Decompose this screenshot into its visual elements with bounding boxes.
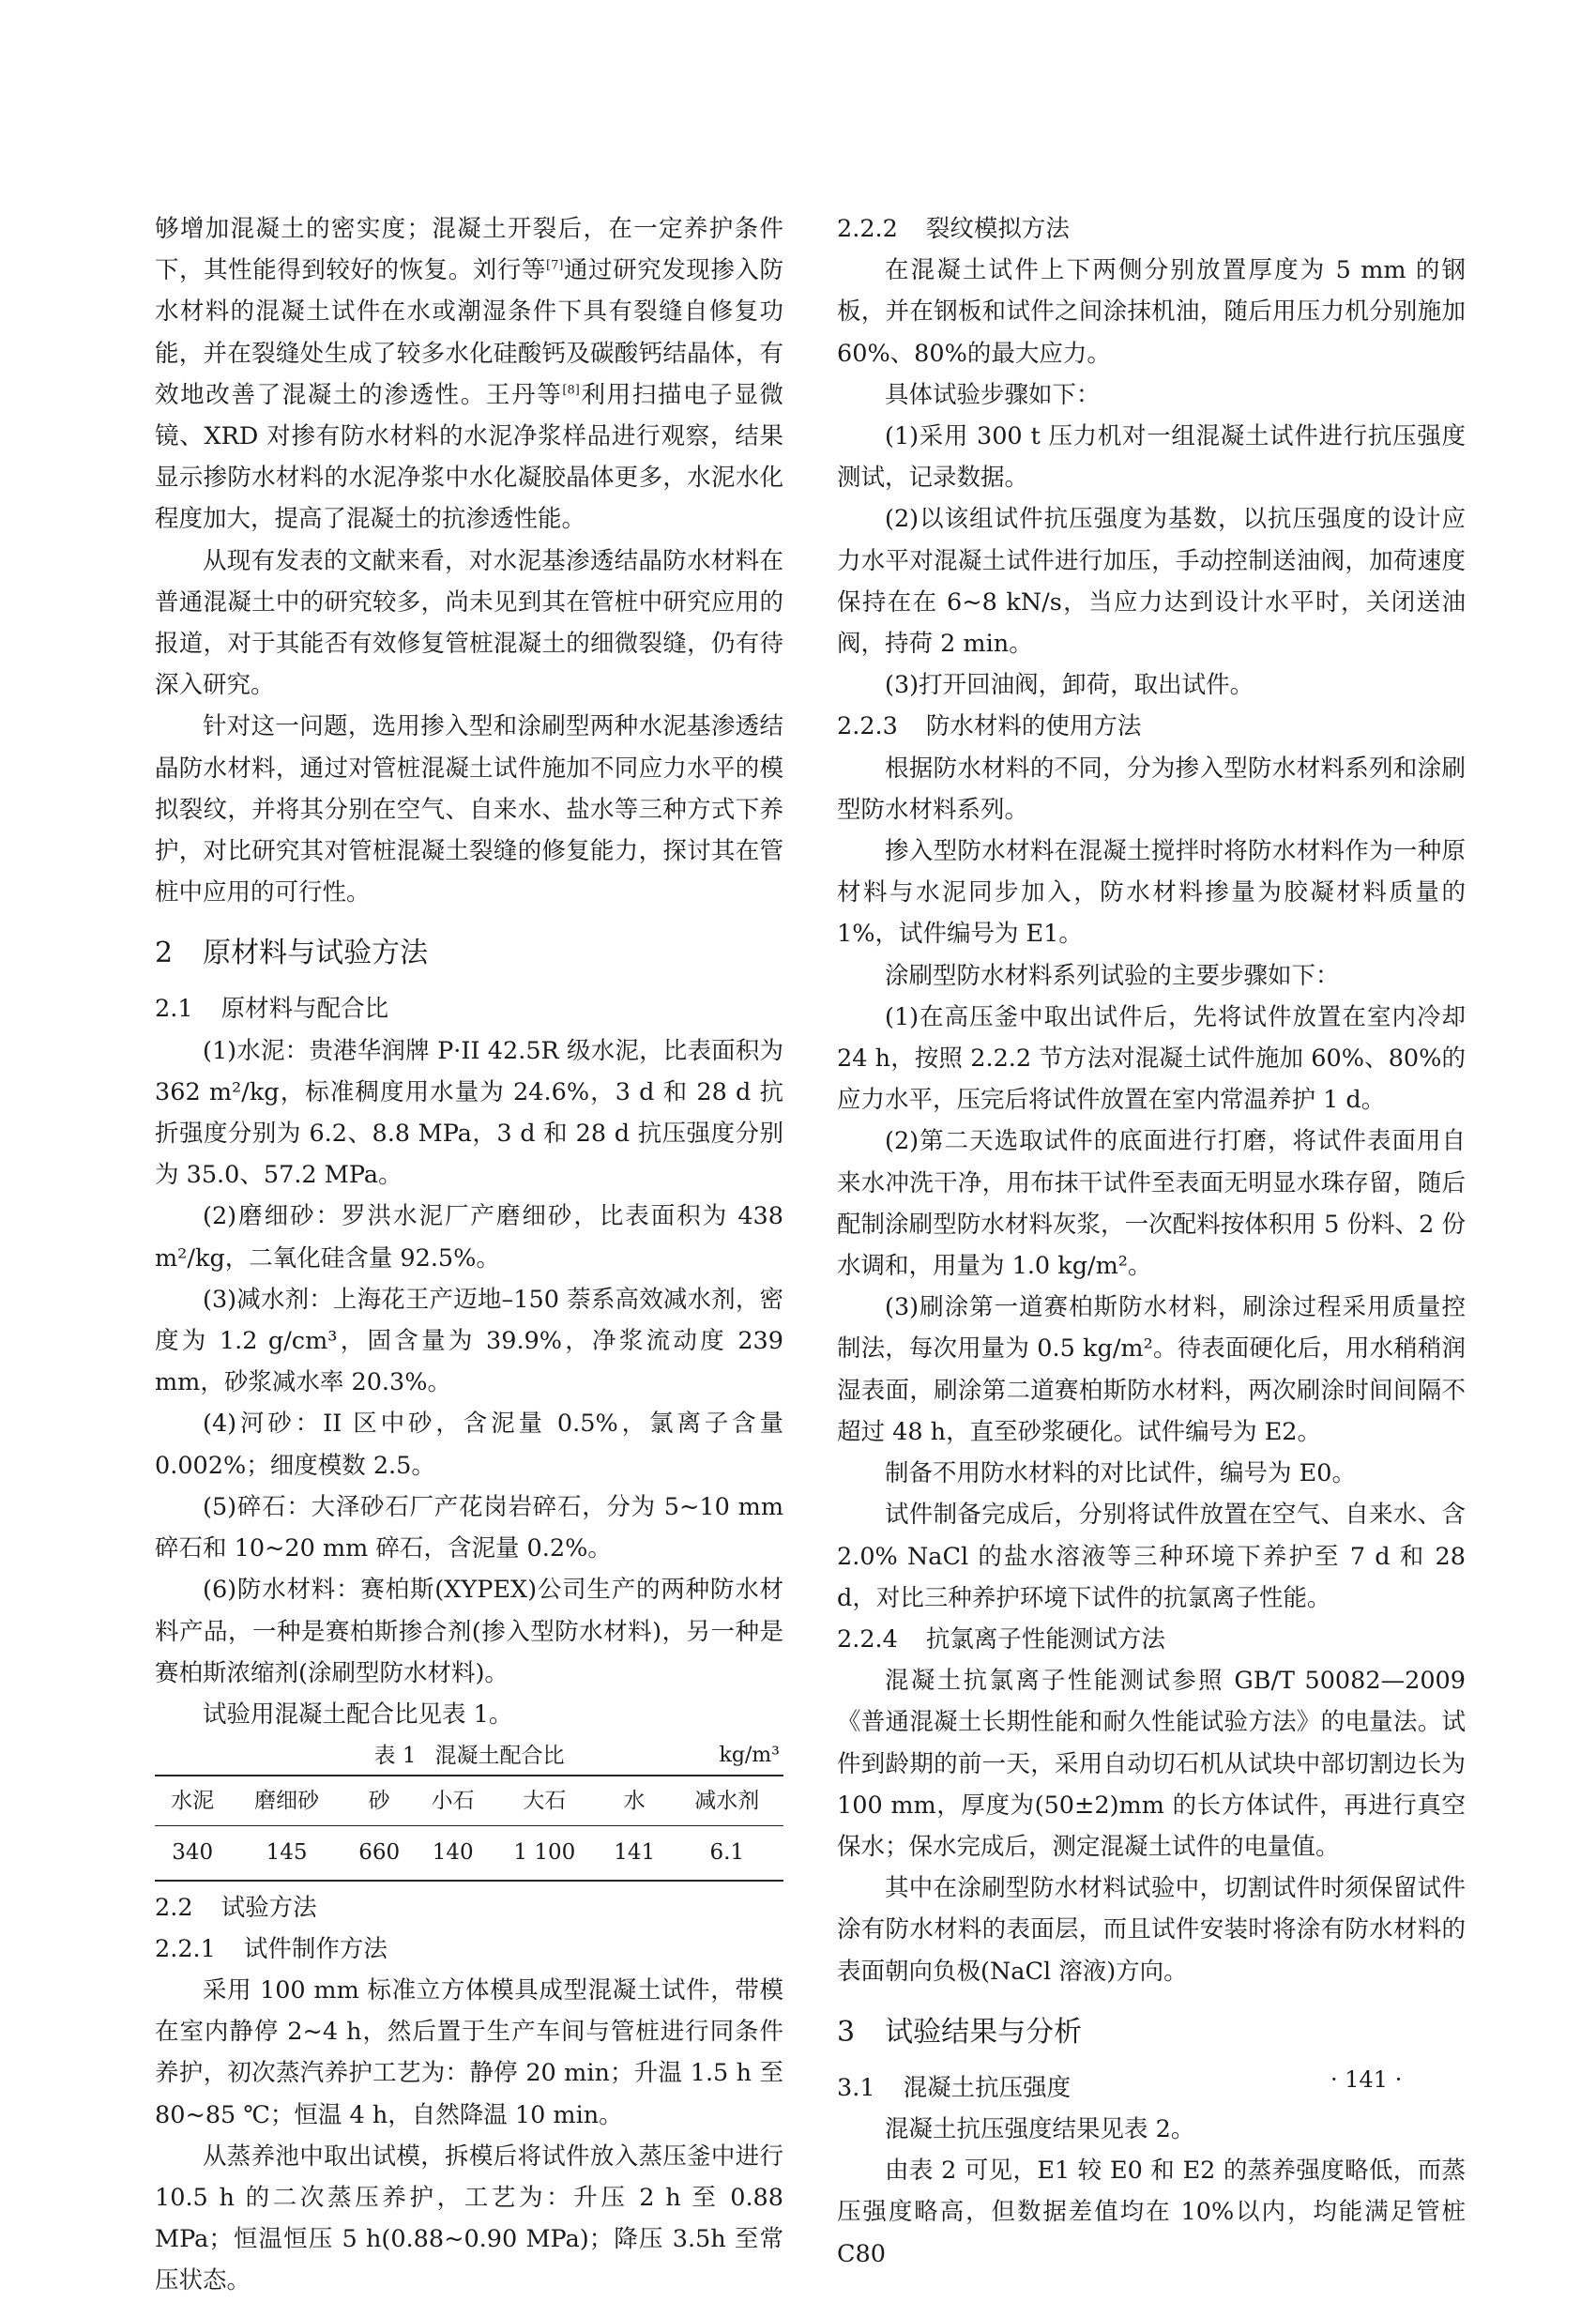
paragraph: 采用 100 mm 标准立方体模具成型混凝土试件，带模在室内静停 2~4 h，然后置于生产车间与管桩进行同条件养护，初次蒸汽养护工艺为：静停 20 min；升温 1.5 h 至 80~85 ℃；恒温 4 h，自然降温 10 min。 — [155, 1975, 783, 2129]
paragraph: 针对这一问题，选用掺入型和涂刷型两种水泥基渗透结晶防水材料，通过对管桩混凝土试件施加不同应力水平的模拟裂纹，并将其分别在空气、自来水、盐水等三种方式下养护，对比研究其对管桩混凝土裂缝的修复能力，探讨其在管桩中应用的可行性。 — [155, 712, 783, 907]
table-header: 磨细砂 — [230, 1776, 342, 1826]
paragraph: 够增加混凝土的密实度；混凝土开裂后，在一定养护条件下，其性能得到较好的恢复。刘行等[7]通过研究发现掺入防水材料的混凝土试件在水或潮湿条件下具有裂缝自修复功能，并在裂缝处生成了较多水化硅酸钙及碳酸钙结晶体，有效地改善了混凝土的渗透性。王丹等[8]利用扫描电子显微镜、XRD 对掺有防水材料的水泥净浆样品进行观察，结果显示掺防水材料的水泥净浆中水化凝胶晶体更多，水泥水化程度加大，提高了混凝土的抗渗透性能。 — [155, 215, 783, 534]
citation-ref: [8] — [562, 383, 580, 398]
paragraph: 具体试验步骤如下： — [885, 380, 1101, 409]
paragraph: (6)防水材料：赛柏斯(XYPEX)公司生产的两种防水材料产品，一种是赛柏斯掺合剂(掺入型防水材料)，另一种是赛柏斯浓缩剂(涂刷型防水材料)。 — [155, 1576, 783, 1687]
table-header: 水 — [599, 1776, 671, 1826]
table-cell: 660 — [343, 1826, 416, 1881]
paragraph: 混凝土抗压强度结果见表 2。 — [885, 2114, 1195, 2143]
paragraph: 其中在涂刷型防水材料试验中，切割试件时须保留试件涂有防水材料的表面层，而且试件安装时将涂有防水材料的表面朝向负极(NaCl 溶液)方向。 — [837, 1874, 1466, 1986]
paragraph: 在混凝土试件上下两侧分别放置厚度为 5 mm 的钢板，并在钢板和试件之间涂抹机油，随后用压力机分别施加 60%、80%的最大应力。 — [837, 256, 1466, 368]
paragraph: (3)打开回油阀，卸荷，取出试件。 — [885, 671, 1254, 700]
section-heading: 2 原材料与试验方法 — [155, 937, 429, 970]
subsubsection-heading: 2.2.2 裂纹模拟方法 — [837, 215, 1070, 243]
paragraph: (4)河砂：II 区中砂，含泥量 0.5%，氯离子含量0.002%；细度模数 2.5。 — [155, 1410, 783, 1480]
table-header: 小石 — [415, 1776, 490, 1826]
paragraph: (1)采用 300 t 压力机对一组混凝土试件进行抗压强度测试，记录数据。 — [837, 422, 1466, 493]
subsubsection-heading: 2.2.3 防水材料的使用方法 — [837, 712, 1142, 741]
section-heading: 3 试验结果与分析 — [837, 2015, 1083, 2049]
mix-table — [155, 1775, 783, 1881]
table-cell: 340 — [155, 1826, 230, 1881]
paragraph: 制备不用防水材料的对比试件，编号为 E0。 — [885, 1459, 1356, 1488]
table-cell: 141 — [599, 1826, 671, 1881]
table-unit: kg/m³ — [719, 1744, 780, 1768]
table-cell: 140 — [415, 1826, 490, 1881]
table-header-row — [155, 1776, 783, 1826]
paragraph: (2)第二天选取试件的底面进行打磨，将试件表面用自来水冲洗干净，用布抹干试件至表面无明显水珠存留，随后配制涂刷型防水材料灰浆，一次配料按体积用 5 份料、2 份水调和，用量为 1.0 kg/m²。 — [837, 1127, 1466, 1281]
paragraph: (3)减水剂：上海花王产迈地–150 萘系高效减水剂，密度为 1.2 g/cm³，固含量为 39.9%，净浆流动度 239 mm，砂浆减水率 20.3%。 — [155, 1285, 783, 1397]
paragraph: 由表 2 可见，E1 较 E0 和 E2 的蒸养强度略低，而蒸压强度略高，但数据差值均在 10%以内，均能满足管桩 C80 — [837, 2157, 1466, 2268]
paragraph: 试验用混凝土配合比见表 1。 — [203, 1700, 513, 1729]
left-column — [155, 208, 783, 2302]
table-row — [155, 1826, 783, 1881]
paragraph: (2)磨细砂：罗洪水泥厂产磨细砂，比表面积为 438 m²/kg，二氧化硅含量 92.5%。 — [155, 1202, 783, 1273]
right-column — [837, 208, 1466, 2275]
table-header: 水泥 — [155, 1776, 230, 1826]
table-header: 砂 — [343, 1776, 416, 1826]
paragraph: (3)刷涂第一道赛柏斯防水材料，刷涂过程采用质量控制法，每次用量为 0.5 kg/m²。待表面硬化后，用水稍稍润湿表面，刷涂第二道赛柏斯防水材料，两次刷涂时间间隔不超过 48 h，直至砂浆硬化。试件编号为 E2。 — [837, 1293, 1466, 1446]
paragraph: (2)以该组试件抗压强度为基数，以抗压强度的设计应力水平对混凝土试件进行加压，手动控制送油阀，加荷速度保持在在 6~8 kN/s，当应力达到设计水平时，关闭送油阀，持荷 2 min。 — [837, 505, 1466, 659]
paragraph: (1)在高压釜中取出试件后，先将试件放置在室内冷却 24 h，按照 2.2.2 节方法对混凝土试件施加 60%、80%的应力水平，压完后将试件放置在室内常温养护 1 d。 — [837, 1002, 1466, 1115]
citation-ref: [7] — [546, 258, 564, 273]
paragraph: (1)水泥：贵港华润牌 P·II 42.5R 级水泥，比表面积为 362 m²/kg，标准稠度用水量为 24.6%，3 d 和 28 d 抗折强度分别为 6.2、8.8 MPa，3 d 和 28 d 抗压强度分别为 35.0、57.2 MPa。 — [155, 1036, 783, 1190]
table-header: 大石 — [491, 1776, 599, 1826]
subsection-heading: 3.1 混凝土抗压强度 — [837, 2073, 1072, 2102]
subsubsection-heading: 2.2.4 抗氯离子性能测试方法 — [837, 1624, 1165, 1654]
paragraph: 掺入型防水材料在混凝土搅拌时将防水材料作为一种原材料与水泥同步加入，防水材料掺量为胶凝材料质量的 1%，试件编号为 E1。 — [837, 837, 1466, 949]
paragraph: (5)碎石：大泽砂石厂产花岗岩碎石，分为 5~10 mm 碎石和 10~20 mm 碎石，含泥量 0.2%。 — [155, 1492, 783, 1563]
subsection-heading: 2.2 试验方法 — [155, 1893, 317, 1922]
paragraph: 涂刷型防水材料系列试验的主要步骤如下： — [885, 961, 1340, 990]
table-cell: 1 100 — [491, 1826, 599, 1881]
paragraph: 试件制备完成后，分别将试件放置在空气、自来水、含 2.0% NaCl 的盐水溶液等三种环境下养护至 7 d 和 28 d，对比三种养护环境下试件的抗氯离子性能。 — [837, 1501, 1466, 1612]
paragraph: 混凝土抗氯离子性能测试参照 GB/T 50082—2009《普通混凝土长期性能和耐久性能试验方法》的电量法。试件到龄期的前一天，采用自动切石机从试块中部切割边长为 100 mm，厚度为(50±2)mm 的长方体试件，再进行真空保水；保水完成后，测定混凝土试件的电量值。 — [837, 1667, 1466, 1861]
table-caption: 表 1 混凝土配合比 kg/m³ — [155, 1739, 783, 1773]
subsubsection-heading: 2.2.1 试件制作方法 — [155, 1934, 388, 1963]
paragraph: 根据防水材料的不同，分为掺入型防水材料系列和涂刷型防水材料系列。 — [837, 754, 1466, 824]
subsection-heading: 2.1 原材料与配合比 — [155, 995, 389, 1024]
table-cell: 6.1 — [670, 1826, 783, 1881]
table-header: 减水剂 — [670, 1776, 783, 1826]
page-number: · 141 · — [1330, 2066, 1403, 2093]
table-cell: 145 — [230, 1826, 342, 1881]
paragraph: 从现有发表的文献来看，对水泥基渗透结晶防水材料在普通混凝土中的研究较多，尚未见到其在管桩中研究应用的报道，对于其能否有效修复管桩混凝土的细微裂缝，仍有待深入研究。 — [155, 546, 783, 700]
paragraph: 从蒸养池中取出试模，拆模后将试件放入蒸压釜中进行 10.5 h 的二次蒸压养护，工艺为：升压 2 h 至 0.88 MPa；恒温恒压 5 h(0.88~0.90 MPa)；降压 3.5h 至常压状态。 — [155, 2142, 783, 2295]
